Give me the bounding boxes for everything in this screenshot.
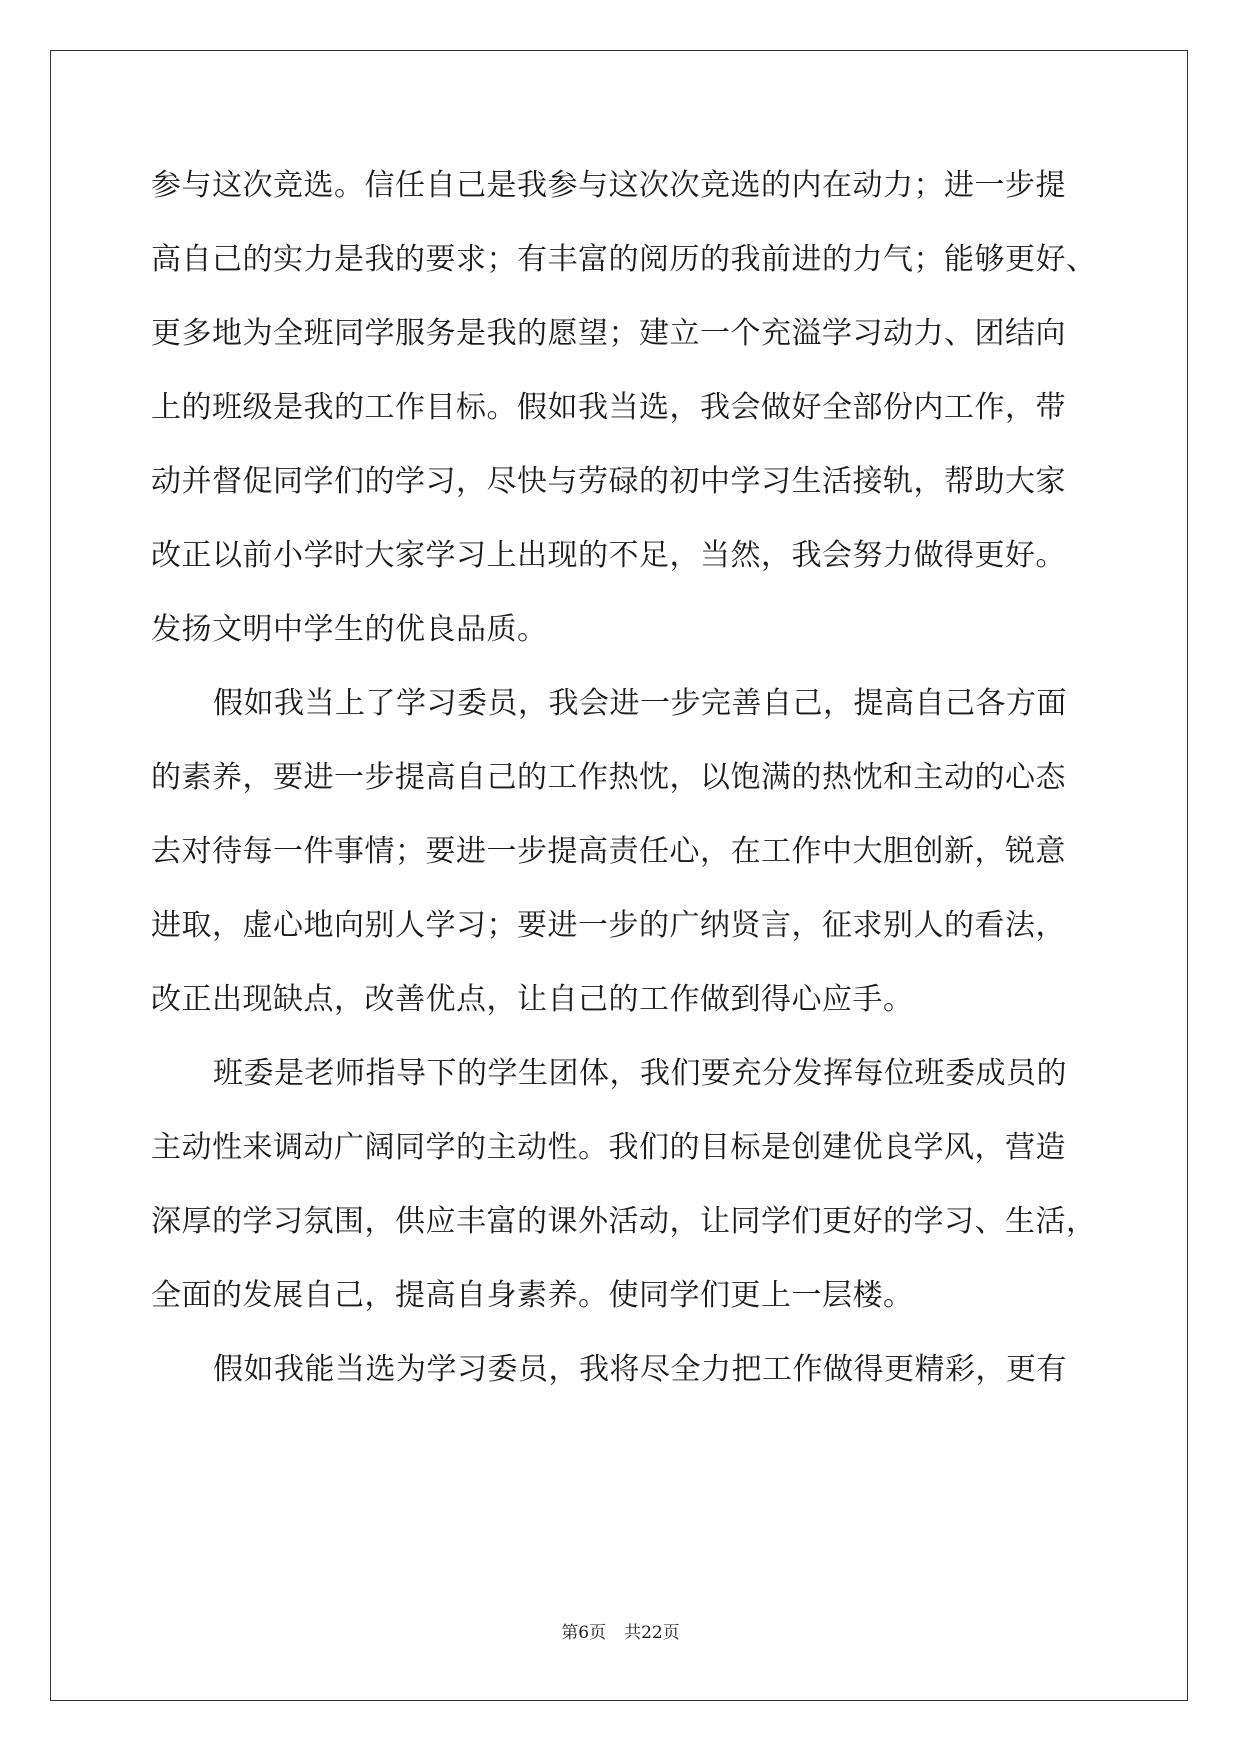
text-line-9: 的素养，要进一步提高自己的工作热忱，以饱满的热忱和主动的心态 [151, 760, 1066, 795]
text-line-16: 全面的发展自己，提高自身素养。使同学们更上一层楼。 [151, 1278, 914, 1313]
text-line-12: 改正出现缺点，改善优点，让自己的工作做到得心应手。 [151, 982, 914, 1017]
text-line-3: 更多地为全班同学服务是我的愿望；建立一个充溢学习动力、团结向 [151, 316, 1066, 351]
text-line-7: 发扬文明中学生的优良品质。 [151, 612, 548, 647]
page-border [50, 50, 1188, 1701]
page-total: 共22页 [624, 1623, 680, 1643]
paragraph-start-line-8: 假如我当上了学习委员，我会进一步完善自己，提高自己各方面 [213, 686, 1067, 721]
text-line-15: 深厚的学习氛围，供应丰富的课外活动，让同学们更好的学习、生活， [151, 1204, 1097, 1239]
text-line-14: 主动性来调动广阔同学的主动性。我们的目标是创建优良学风，营造 [151, 1130, 1066, 1165]
text-line-4: 上的班级是我的工作目标。假如我当选，我会做好全部份内工作，带 [151, 390, 1066, 425]
paragraph-start-line-17: 假如我能当选为学习委员，我将尽全力把工作做得更精彩，更有 [213, 1352, 1067, 1387]
paragraph-start-line-13: 班委是老师指导下的学生团体，我们要充分发挥每位班委成员的 [213, 1056, 1067, 1091]
text-line-11: 进取，虚心地向别人学习；要进一步的广纳贤言，征求别人的看法， [151, 908, 1066, 943]
text-line-1: 参与这次竞选。信任自己是我参与这次次竞选的内在动力；进一步提 [151, 168, 1066, 203]
text-line-10: 去对待每一件事情；要进一步提高责任心，在工作中大胆创新，锐意 [151, 834, 1066, 869]
text-line-5: 动并督促同学们的学习，尽快与劳碌的初中学习生活接轨，帮助大家 [151, 464, 1066, 499]
text-line-6: 改正以前小学时大家学习上出现的不足，当然，我会努力做得更好。 [151, 538, 1066, 573]
page-footer [0, 1618, 1241, 1643]
text-line-2: 高自己的实力是我的要求；有丰富的阅历的我前进的力气；能够更好、 [151, 242, 1097, 277]
page-number: 第6页 [561, 1623, 607, 1643]
